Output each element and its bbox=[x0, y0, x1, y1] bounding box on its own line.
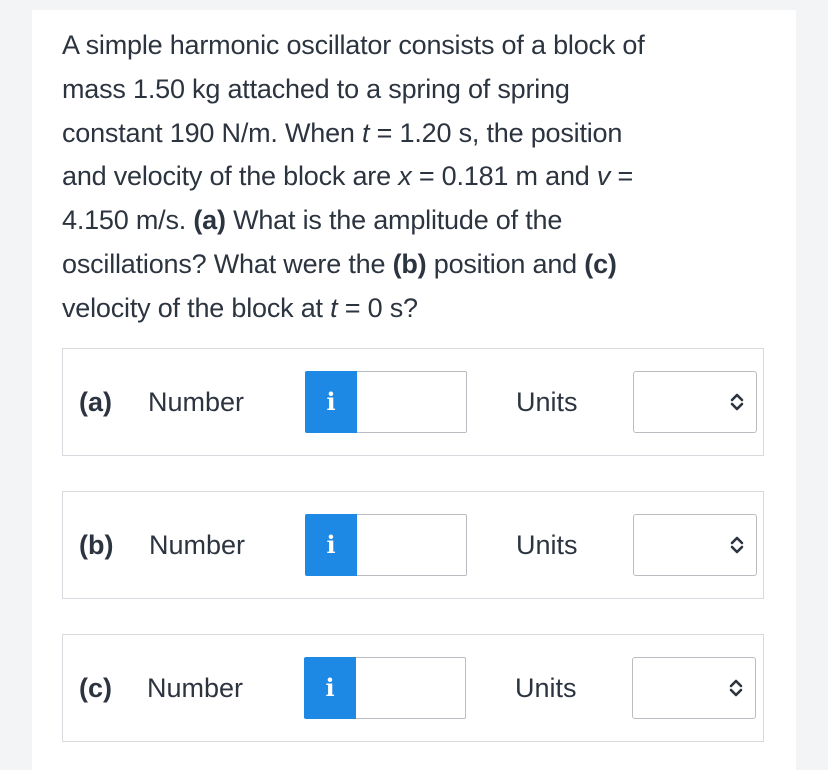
question-text-fragment: and velocity of the block are bbox=[62, 161, 399, 192]
variable-x: x bbox=[398, 161, 412, 192]
part-c-reference: (c) bbox=[584, 248, 617, 279]
info-icon[interactable]: i bbox=[305, 371, 357, 433]
units-label: Units bbox=[515, 673, 577, 703]
question-text-fragment: velocity of the block at bbox=[62, 292, 331, 323]
number-label: Number bbox=[148, 387, 245, 417]
variable-t: t bbox=[330, 292, 338, 323]
variable-t: t bbox=[362, 117, 370, 148]
variable-v: v bbox=[596, 161, 611, 192]
part-b-reference: (b) bbox=[392, 248, 427, 279]
units-label: Units bbox=[516, 530, 578, 560]
question-card bbox=[32, 10, 796, 770]
part-label: (a) bbox=[79, 387, 112, 417]
question-text bbox=[62, 24, 762, 331]
part-label: (b) bbox=[79, 530, 114, 560]
units-label: Units bbox=[516, 387, 578, 417]
number-input[interactable] bbox=[357, 514, 467, 576]
part-a-reference: (a) bbox=[193, 205, 226, 236]
question-text-fragment: = 0 s? bbox=[337, 292, 418, 323]
part-label: (c) bbox=[79, 673, 112, 703]
number-label: Number bbox=[147, 673, 244, 703]
chevron-up-down-icon bbox=[730, 533, 744, 557]
question-text-fragment: = 0.181 m and bbox=[411, 161, 597, 192]
number-input[interactable] bbox=[357, 371, 467, 433]
question-text-fragment: = bbox=[610, 161, 634, 192]
question-text-fragment: = 1.20 s, the position bbox=[369, 117, 623, 148]
question-line: mass 1.50 kg attached to a spring of spring bbox=[62, 73, 570, 104]
answer-row-c bbox=[62, 634, 764, 742]
question-text-fragment: constant 190 N/m. When bbox=[62, 117, 363, 148]
info-icon[interactable]: i bbox=[305, 514, 357, 576]
question-text-fragment: 4.150 m/s. bbox=[62, 205, 194, 236]
number-label: Number bbox=[149, 530, 246, 560]
chevron-up-down-icon bbox=[729, 676, 743, 700]
info-icon[interactable]: i bbox=[304, 657, 356, 719]
question-text-fragment: position and bbox=[426, 248, 585, 279]
question-text-fragment: oscillations? What were the bbox=[62, 248, 393, 279]
number-input[interactable] bbox=[356, 657, 466, 719]
units-select[interactable] bbox=[632, 657, 756, 719]
units-select[interactable] bbox=[633, 514, 757, 576]
units-select[interactable] bbox=[633, 371, 757, 433]
answer-row-a bbox=[62, 348, 764, 456]
answer-row-b bbox=[62, 491, 764, 599]
chevron-up-down-icon bbox=[730, 390, 744, 414]
question-line: A simple harmonic oscillator consists of a block of bbox=[62, 30, 645, 60]
question-text-fragment: What is the amplitude of the bbox=[225, 205, 563, 236]
